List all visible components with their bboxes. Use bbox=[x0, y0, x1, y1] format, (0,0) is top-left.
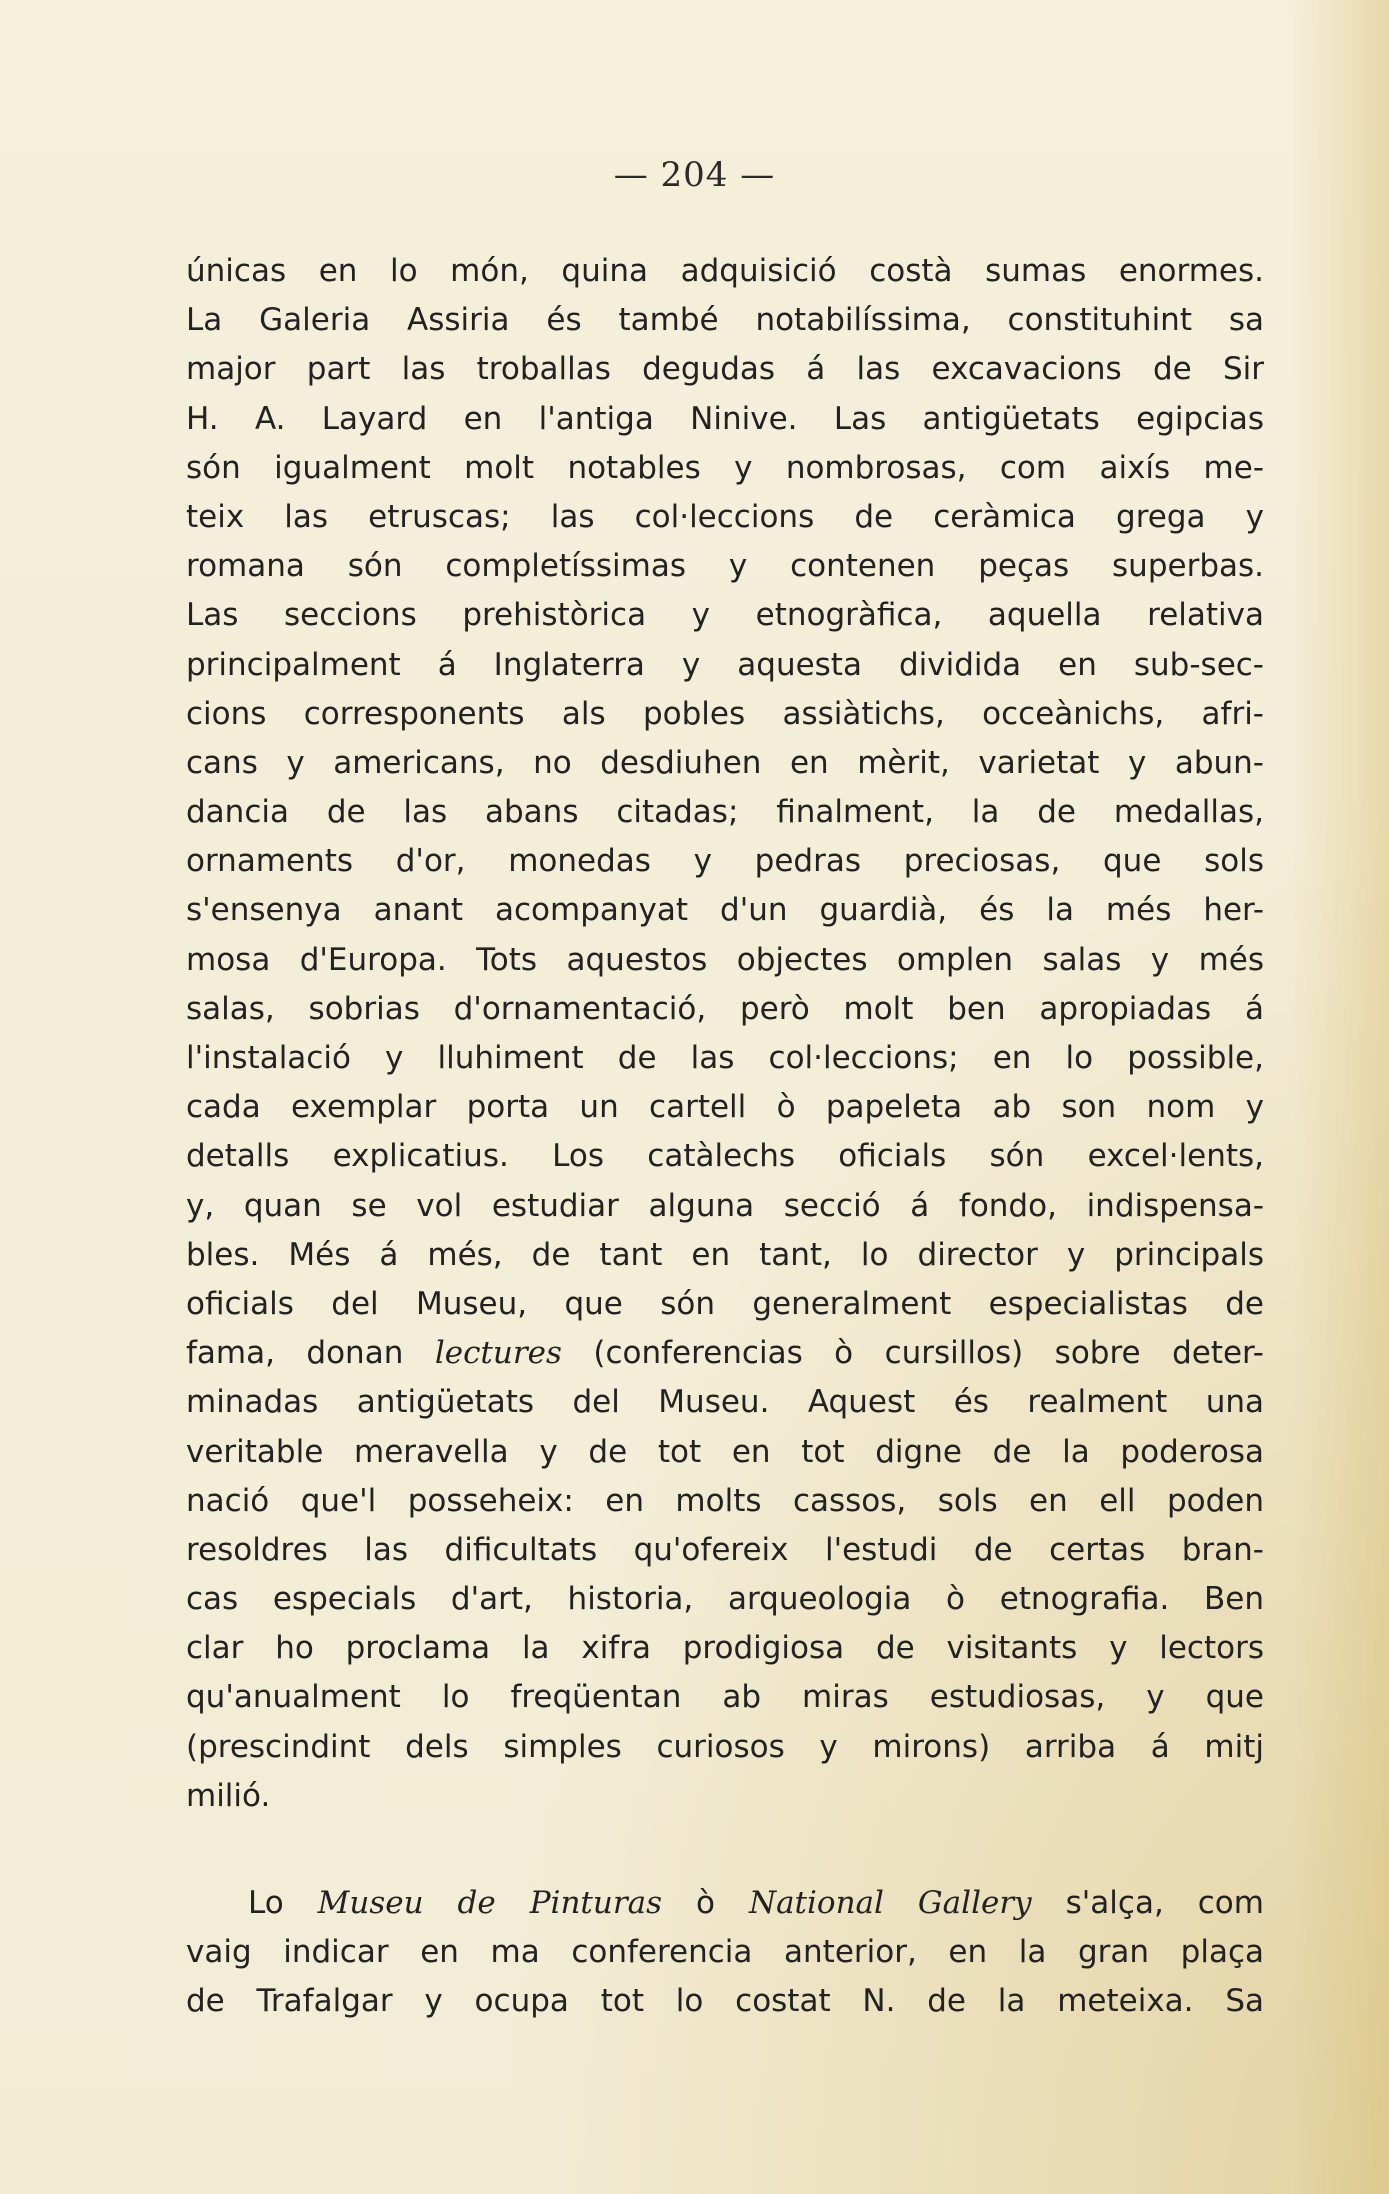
text-line-with-italic bbox=[186, 1879, 1264, 1928]
text-line: resoldres las dificultats qu'ofereix l'estudi de certas bran- bbox=[186, 1531, 1264, 1568]
text-line: teix las etruscas; las col·leccions de ceràmica grega y bbox=[186, 498, 1264, 535]
text-line: mosa d'Europa. Tots aquestos objectes omplen salas y més bbox=[186, 941, 1264, 978]
text-line: y, quan se vol estudiar alguna secció á fondo, indispensa- bbox=[186, 1187, 1264, 1224]
text-line: Las seccions prehistòrica y etnogràfica, aquella relativa bbox=[186, 597, 1264, 634]
text-line-paragraph-end: milió. bbox=[186, 1777, 271, 1814]
text-line: ornaments d'or, monedas y pedras preciosas, que sols bbox=[186, 843, 1264, 880]
text-line: nació que'l posseheix: en molts cassos, sols en ell poden bbox=[186, 1482, 1264, 1519]
body-text bbox=[186, 247, 1264, 2027]
text-line: cans y americans, no desdiuhen en mèrit, varietat y abun- bbox=[186, 744, 1264, 781]
text-line: veritable meravella y de tot en tot digne de la poderosa bbox=[186, 1433, 1264, 1470]
text-segment: ò bbox=[662, 1885, 749, 1921]
text-line: La Galeria Assiria és també notabilíssima, constituhint sa bbox=[186, 302, 1264, 339]
text-line: únicas en lo món, quina adquisició costà sumas enormes. bbox=[186, 253, 1264, 289]
italic-term-lectures: lectures bbox=[434, 1335, 562, 1372]
text-line: salas, sobrias d'ornamentació, però molt ben apropiadas á bbox=[186, 990, 1264, 1027]
page-number: — 204 — bbox=[613, 155, 776, 195]
text-line: qu'anualment lo freqüentan ab miras estudiosas, y que bbox=[186, 1679, 1264, 1716]
text-line: oficials del Museu, que són generalment especialistas de bbox=[186, 1285, 1264, 1322]
text-line: cas especials d'art, historia, arqueologia ò etnografia. Ben bbox=[186, 1581, 1264, 1618]
text-line: clar ho proclama la xifra prodigiosa de visitants y lectors bbox=[186, 1630, 1264, 1667]
text-segment: s'alça, com bbox=[1031, 1885, 1264, 1921]
text-line: s'ensenya anant acompanyat d'un guardià, és la més her- bbox=[186, 892, 1264, 929]
text-line: H. A. Layard en l'antiga Ninive. Las antigüetats egipcias bbox=[186, 400, 1264, 437]
text-line: bles. Més á més, de tant en tant, lo director y principals bbox=[186, 1236, 1264, 1273]
text-line: vaig indicar en ma conferencia anterior, en la gran plaça bbox=[186, 1934, 1264, 1971]
text-line: cions corresponents als pobles assiàtichs, occeànichs, afri- bbox=[186, 695, 1264, 732]
text-line: minadas antigüetats del Museu. Aquest és realment una bbox=[186, 1384, 1264, 1421]
text-segment: (conferencias ò cursillos) sobre deter- bbox=[561, 1335, 1264, 1372]
text-segment: fama, donan bbox=[186, 1335, 435, 1372]
text-line: principalment á Inglaterra y aquesta dividida en sub-sec- bbox=[186, 646, 1264, 683]
italic-term-national-gallery: National Gallery bbox=[748, 1885, 1032, 1921]
text-line: l'instalació y lluhiment de las col·leccions; en lo possible, bbox=[186, 1040, 1264, 1076]
italic-term-museu-de-pinturas: Museu de Pinturas bbox=[317, 1885, 663, 1921]
paragraph-gap bbox=[186, 1821, 1264, 1879]
text-line: major part las troballas degudas á las excavacions de Sir bbox=[186, 351, 1264, 388]
text-line: detalls explicatius. Los catàlechs oficials són excel·lents, bbox=[186, 1138, 1264, 1175]
text-line-with-italic bbox=[186, 1329, 1264, 1378]
text-line: de Trafalgar y ocupa tot lo costat N. de la meteixa. Sa bbox=[186, 1983, 1264, 2020]
text-segment: Lo bbox=[248, 1885, 318, 1921]
text-line: cada exemplar porta un cartell ò papeleta ab son nom y bbox=[186, 1089, 1264, 1126]
text-line: (prescindint dels simples curiosos y mirons) arriba á mitj bbox=[186, 1728, 1264, 1765]
text-line: romana són completíssimas y contenen peças superbas. bbox=[186, 548, 1264, 585]
text-line: dancia de las abans citadas; finalment, la de medallas, bbox=[186, 794, 1264, 831]
text-line: són igualment molt notables y nombrosas, com aixís me- bbox=[186, 449, 1264, 486]
